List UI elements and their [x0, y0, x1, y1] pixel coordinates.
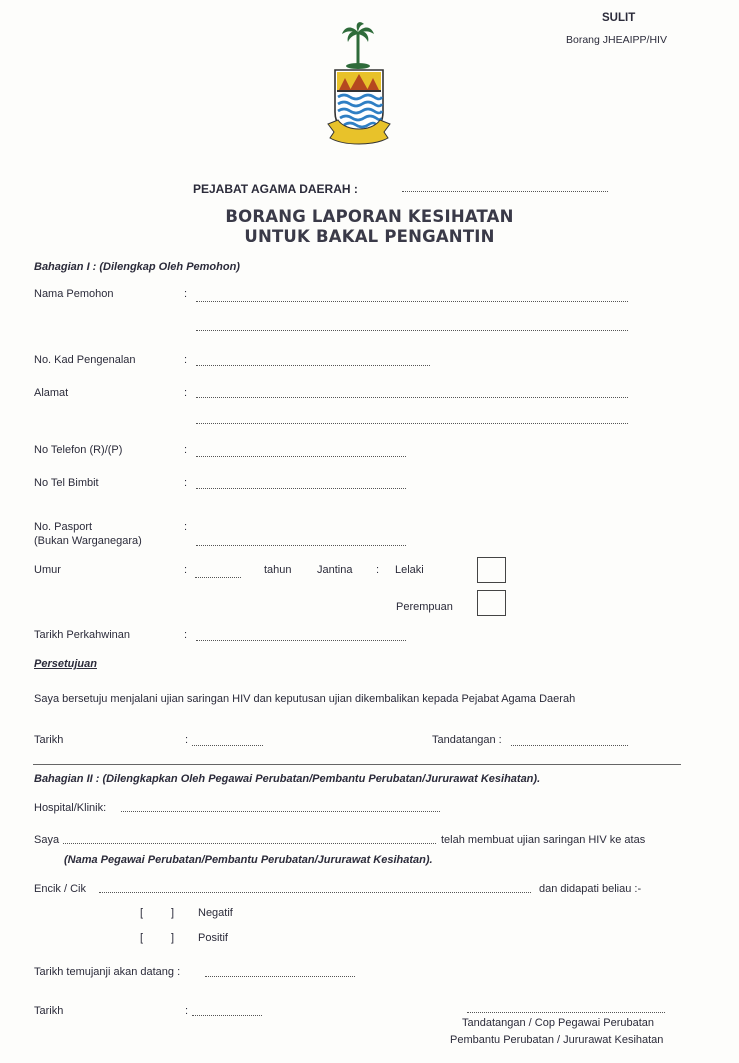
colon: :: [184, 629, 188, 641]
form-title-line2: UNTUK BAKAL PENGANTIN: [244, 227, 495, 246]
negative-checkbox[interactable]: [148, 905, 168, 921]
form-code: Borang JHEAIPP/HIV: [566, 34, 667, 46]
officer-note: (Nama Pegawai Perubatan/Pembantu Perubatan/Jururawat Kesihatan).: [64, 854, 433, 866]
mobile-field[interactable]: [196, 488, 406, 489]
colon: :: [184, 354, 188, 366]
colon: :: [184, 477, 188, 489]
age-label: Umur: [34, 564, 61, 576]
consent-date-label: Tarikh: [34, 734, 64, 746]
office-label: PEJABAT AGAMA DAERAH :: [193, 182, 358, 196]
female-label: Perempuan: [396, 601, 453, 613]
consent-signature-field[interactable]: [511, 745, 628, 746]
officer-signature-caption2: Pembantu Perubatan / Jururawat Kesihatan: [450, 1034, 664, 1046]
negative-bracket-open: [: [140, 907, 144, 919]
positive-bracket-open: [: [140, 932, 144, 944]
appointment-label: Tarikh temujanji akan datang :: [34, 966, 181, 978]
officer-saya-label: Saya: [34, 834, 60, 846]
classification-label: SULIT: [602, 12, 636, 24]
consent-text: Saya bersetuju menjalani ujian saringan HIV dan keputusan ujian dikembalikan kepada Pejabat Agama Daerah: [34, 693, 576, 705]
patient-label-tail: dan didapati beliau :-: [539, 883, 642, 895]
passport-label: No. Pasport: [34, 521, 93, 533]
officer-date-label: Tarikh: [34, 1005, 64, 1017]
female-checkbox[interactable]: [477, 590, 506, 616]
penang-crest-emblem: [326, 20, 392, 152]
officer-signature-field[interactable]: [467, 1012, 665, 1013]
male-checkbox[interactable]: [477, 557, 506, 583]
name-field-line2[interactable]: [196, 330, 628, 331]
part1-heading: Bahagian I : (Dilengkap Oleh Pemohon): [34, 261, 240, 273]
colon: :: [184, 564, 188, 576]
passport-field[interactable]: [196, 545, 406, 546]
palm-tree-icon: [342, 22, 374, 69]
colon: :: [184, 387, 188, 399]
years-label: tahun: [264, 564, 292, 576]
appointment-field[interactable]: [205, 976, 355, 977]
name-field-line1[interactable]: [196, 301, 628, 302]
ic-label: No. Kad Pengenalan: [34, 354, 136, 366]
negative-label: Negatif: [198, 907, 233, 919]
officer-saya-tail: telah membuat ujian saringan HIV ke atas: [441, 834, 646, 846]
section-divider: [33, 764, 681, 765]
age-field[interactable]: [195, 577, 241, 578]
mobile-label: No Tel Bimbit: [34, 477, 99, 489]
address-label: Alamat: [34, 387, 69, 399]
hospital-label: Hospital/Klinik:: [34, 802, 107, 814]
address-field-line2[interactable]: [196, 423, 628, 424]
colon: :: [376, 564, 380, 576]
colon: :: [185, 1005, 189, 1017]
passport-note: (Bukan Warganegara): [34, 535, 142, 547]
colon: :: [184, 288, 188, 300]
positive-label: Positif: [198, 932, 228, 944]
consent-signature-label: Tandatangan :: [432, 734, 502, 746]
part2-heading: Bahagian II : (Dilengkapkan Oleh Pegawai Perubatan/Pembantu Perubatan/Jururawat Kesihatan).: [34, 773, 541, 785]
patient-name-field[interactable]: [99, 892, 531, 893]
marriage-date-label: Tarikh Perkahwinan: [34, 629, 130, 641]
consent-date-field[interactable]: [192, 745, 263, 746]
marriage-date-field[interactable]: [196, 640, 406, 641]
address-field-line1[interactable]: [196, 397, 628, 398]
negative-bracket-close: ]: [171, 907, 175, 919]
phone-field[interactable]: [196, 456, 406, 457]
phone-label: No Telefon (R)/(P): [34, 444, 123, 456]
name-label: Nama Pemohon: [34, 288, 114, 300]
colon: :: [184, 521, 188, 533]
gender-label: Jantina: [317, 564, 353, 576]
officer-date-field[interactable]: [192, 1015, 262, 1016]
male-label: Lelaki: [395, 564, 424, 576]
positive-bracket-close: ]: [171, 932, 175, 944]
ic-field[interactable]: [196, 365, 430, 366]
consent-heading: Persetujuan: [34, 658, 97, 670]
officer-signature-caption1: Tandatangan / Cop Pegawai Perubatan: [462, 1017, 655, 1029]
officer-name-field[interactable]: [63, 843, 436, 844]
hospital-field[interactable]: [121, 811, 440, 812]
office-field[interactable]: [402, 191, 608, 192]
patient-label: Encik / Cik: [34, 883, 86, 895]
colon: :: [185, 734, 189, 746]
positive-checkbox[interactable]: [148, 930, 168, 946]
colon: :: [184, 444, 188, 456]
form-title-line1: BORANG LAPORAN KESIHATAN: [225, 207, 514, 226]
